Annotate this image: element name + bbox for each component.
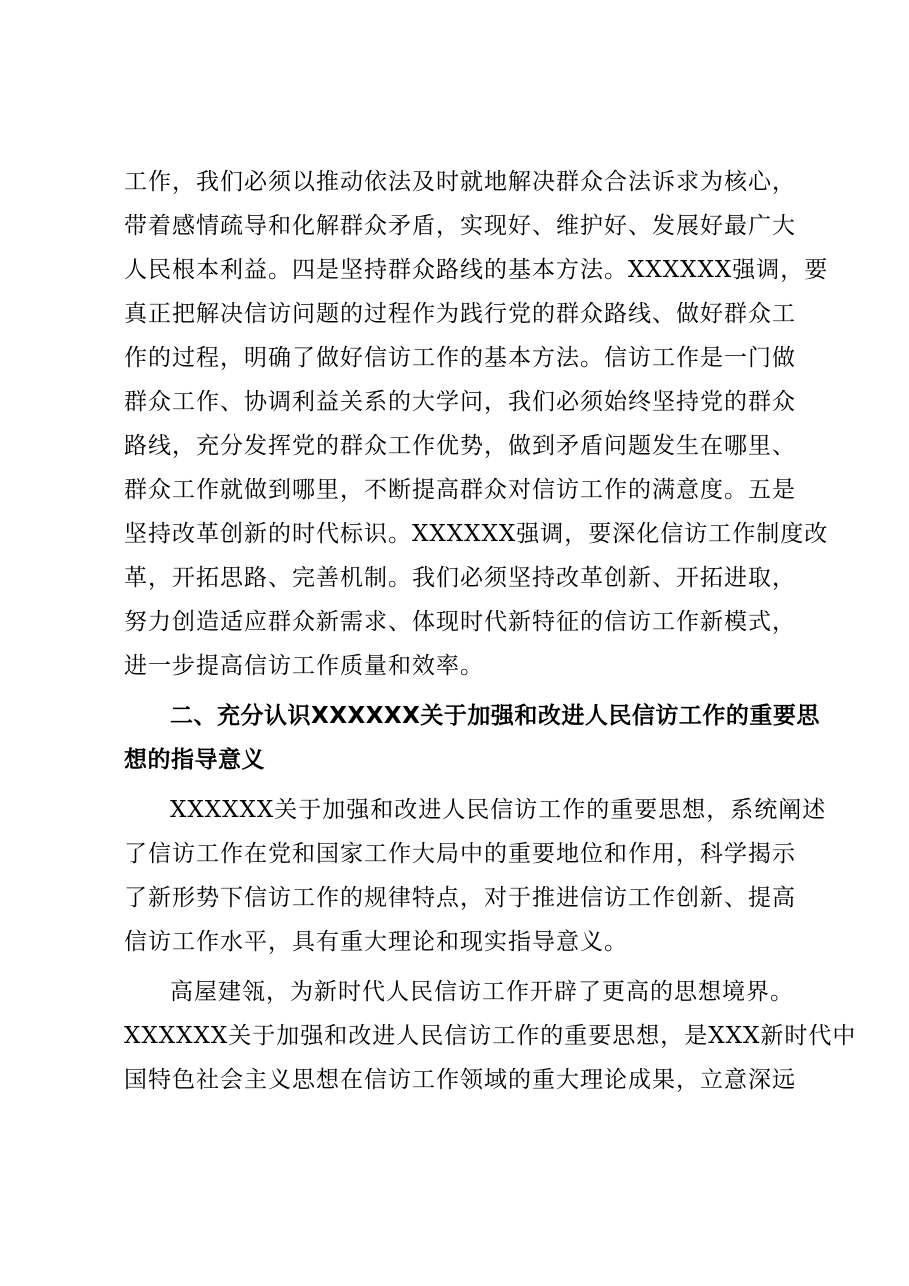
text-line: 进一步提高信访工作质量和效率。 [124, 653, 484, 679]
paragraph-1 [124, 160, 829, 688]
text-line: 了新形势下信访工作的规律特点，对于推进信访工作创新、提高 [124, 885, 796, 911]
text-line: XXXXXX关于加强和改进人民信访工作的重要思想，是XXX新时代中 [124, 1023, 857, 1049]
text-line: 高屋建瓴，为新时代人民信访工作开辟了更高的思想境界。 [170, 979, 794, 1005]
text-line: 革，开拓思路、完善机制。我们必须坚持改革创新、开拓进取， [124, 565, 796, 591]
text-line: XXXXXX关于加强和改进人民信访工作的重要思想，系统阐述 [170, 797, 827, 823]
text-line: 路线，充分发挥党的群众工作优势，做到矛盾问题发生在哪里、 [124, 433, 796, 459]
text-line: 作的过程，明确了做好信访工作的基本方法。信访工作是一门做 [124, 345, 796, 371]
text-line: 人民根本利益。四是坚持群众路线的基本方法。XXXXXX强调，要 [124, 257, 829, 283]
text-line: 真正把解决信访问题的过程作为践行党的群众路线、做好群众工 [124, 301, 796, 327]
text-line: 努力创造适应群众新需求、体现时代新特征的信访工作新模式， [124, 609, 796, 635]
text-line: 群众工作就做到哪里，不断提高群众对信访工作的满意度。五是 [124, 477, 796, 503]
paragraph-3 [124, 970, 857, 1102]
text-line: 群众工作、协调利益关系的大学问，我们必须始终坚持党的群众 [124, 389, 796, 415]
text-line: 国特色社会主义思想在信访工作领域的重大理论成果，立意深远 [124, 1067, 796, 1093]
document-body [124, 160, 857, 1102]
heading-line: 想的指导意义 [124, 747, 265, 773]
text-line: 工作，我们必须以推动依法及时就地解决群众合法诉求为核心， [124, 169, 796, 195]
text-line: 信访工作水平，具有重大理论和现实指导意义。 [124, 929, 628, 955]
text-line: 带着感情疏导和化解群众矛盾，实现好、维护好、发展好最广大 [124, 213, 796, 239]
text-line: 坚持改革创新的时代标识。XXXXXX强调，要深化信访工作制度改 [124, 521, 829, 547]
section-heading [124, 694, 820, 782]
heading-line: 二、充分认识XXXXXX关于加强和改进人民信访工作的重要思 [170, 703, 820, 729]
text-line: 了信访工作在党和国家工作大局中的重要地位和作用，科学揭示 [124, 841, 796, 867]
paragraph-2 [124, 788, 827, 964]
